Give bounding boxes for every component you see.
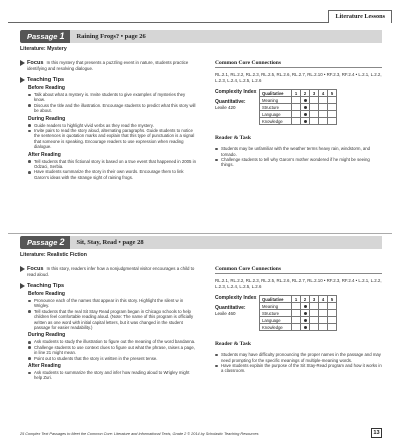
rating-cell [328,111,337,118]
before-reading-item: Tell students that the real Sit Stay Read program began in Chicago schools to help children feel comfortable reading aloud. (Note: The name of this program is officially written as one word with initial capital letters, but it was changed in the student passage for easier readability.) [28,309,197,331]
focus-label: Focus [27,60,44,66]
rating-cell [310,324,319,331]
qualitative-row [260,317,337,324]
rating-cell [319,303,328,310]
after-reading-list [20,159,197,181]
qualitative-row [260,111,337,118]
quantitative-label: Quantitative: [215,305,246,312]
during-reading-item: Point out to students that the story is written in the present tense. [28,356,197,361]
before-reading-item: Pronounce each of the names that appear in this story. Highlight the silent w in Wrigley. [28,298,197,309]
common-core-heading: Common Core Connections [215,266,382,274]
after-reading-list [20,370,197,381]
left-column [20,266,205,381]
qualitative-row [260,310,337,317]
rating-cell [328,317,337,324]
rating-cell [292,303,301,310]
reader-task-list [215,352,382,374]
before-reading-heading: Before Reading [28,291,65,297]
during-reading-list [20,339,197,361]
after-reading-item: Tell students that this fictional story is based on a true event that happened in 2005 in Odzaci, Serbia. [28,159,197,170]
rating-cell [301,118,310,125]
rating-cell [301,111,310,118]
passage-genre: Literature: Mystery [20,46,67,52]
rating-cell [310,317,319,324]
after-reading-item: Have students summarize the story in their own words. Encourage them to link Garon’s ideas with the strange sight of raining frogs. [28,169,197,180]
qualitative-header: Qualitative [260,296,292,303]
after-reading-item: Ask students to summarize the story and infer how reading aloud to Wrigley might help Zuri. [28,370,197,381]
rating-cell [292,118,301,125]
qualitative-row [260,303,337,310]
reader-task-item: Students may be unfamiliar with the weather terms heavy rain, windstorm, and tornado. [215,146,382,157]
before-reading-list [20,298,197,330]
passage-1 [20,30,382,180]
triangle-icon [20,266,25,272]
rating-cell [301,317,310,324]
before-reading-heading: Before Reading [28,85,65,91]
passage-divider [8,233,392,234]
quantitative-value: Lexile 460 [215,311,236,317]
rating-dot [304,312,307,315]
before-reading-list [20,92,197,114]
rating-dot [304,113,307,116]
passage-header [20,30,382,43]
teaching-tips-label: Teaching Tips [27,283,65,289]
passage-title: Raining Frogs? • page 26 [70,30,382,43]
triangle-icon [20,283,25,289]
right-column [205,266,382,381]
scale-number: 3 [310,90,319,97]
rating-dot [304,106,307,109]
rating-cell [319,104,328,111]
rating-cell [310,111,319,118]
passage-badge [20,30,70,43]
rating-cell [292,104,301,111]
section-tab: Literature Lessons [328,10,392,23]
teaching-tips-heading [20,77,197,83]
teaching-tips-label: Teaching Tips [27,77,65,83]
scale-number: 2 [301,296,310,303]
scale-number: 5 [328,90,337,97]
rating-dot [304,120,307,123]
scale-number: 4 [319,90,328,97]
rating-cell [301,104,310,111]
rating-cell [328,97,337,104]
before-reading-item: Discuss the title and the illustration. Encourage students to predict what this story will be about. [28,103,197,114]
rating-cell [292,310,301,317]
focus-text: In this mystery that presents a puzzling event in nature, students practice identifying and resolving dialogue. [27,60,189,71]
passage-badge-number: 1 [59,31,65,41]
qualitative-row [260,104,337,111]
focus-text: In this story, readers infer how a nonjudgmental visitor encourages a child to read aloud. [27,266,195,277]
scale-number: 5 [328,296,337,303]
common-core-heading: Common Core Connections [215,60,382,68]
qualitative-row-label: Knowledge [260,118,292,125]
qualitative-row-label: Knowledge [260,324,292,331]
after-reading-heading: After Reading [28,151,61,158]
rating-cell [328,310,337,317]
qualitative-table [259,89,337,125]
rating-cell [319,118,328,125]
passage-genre: Literature: Realistic Fiction [20,252,87,258]
rating-cell [310,104,319,111]
qualitative-row [260,324,337,331]
passage-columns [20,60,382,180]
rating-cell [328,118,337,125]
reader-task-heading: Reader & Task [215,135,251,142]
rating-cell [328,104,337,111]
quantitative-label: Quantitative: [215,99,246,106]
complexity-index-label: Complexity Index [215,295,257,302]
rating-cell [310,118,319,125]
rating-cell [319,111,328,118]
rating-cell [292,317,301,324]
triangle-icon [20,77,25,83]
rating-cell [301,310,310,317]
rating-cell [292,324,301,331]
rating-dot [304,319,307,322]
focus-wrap [27,266,197,278]
qualitative-row [260,97,337,104]
passage-badge-number: 2 [59,237,65,247]
rating-cell [310,303,319,310]
left-column [20,60,205,180]
rating-cell [301,324,310,331]
qualitative-row-label: Meaning [260,303,292,310]
passage-badge [20,236,70,249]
reader-task-item: Challenge students to tell why Garon’s mother wondered if he might be seeing things. [215,157,382,168]
scale-number: 3 [310,296,319,303]
complexity-labels [215,89,259,125]
complexity-index [215,89,382,125]
scale-number: 1 [292,90,301,97]
rating-cell [319,317,328,324]
passage-badge-word: Passage [27,32,58,41]
after-reading-heading: After Reading [28,363,61,370]
qualitative-row [260,118,337,125]
qualitative-header-row [260,90,337,97]
right-column [205,60,382,180]
complexity-index-label: Complexity Index [215,89,257,96]
rating-cell [319,324,328,331]
reader-task-item: Students may have difficulty pronouncing the proper names in the passage and may need prompting for the specific meanings of multiple-meaning words. [215,352,382,363]
reader-task-item: Have students explain the purpose of the Sit Stay-Read program and how it works in a classroom. [215,363,382,374]
qualitative-row-label: Structure [260,104,292,111]
during-reading-heading: During Reading [28,332,66,339]
qualitative-row-label: Meaning [260,97,292,104]
scale-number: 2 [301,90,310,97]
focus-wrap [27,60,197,72]
qualitative-row-label: Structure [260,310,292,317]
before-reading-item: Talk about what a mystery is. Invite students to give examples of mysteries they know. [28,92,197,103]
passage-2 [20,236,382,381]
rating-dot [304,326,307,329]
focus-section [20,60,197,72]
scale-number: 1 [292,296,301,303]
rating-cell [292,111,301,118]
rating-cell [310,97,319,104]
page-number: 13 [371,428,382,438]
during-reading-item: Ask students to study the illustration to figure out the meaning of the word bandanna. [28,339,197,344]
passage-title: Sit, Stay, Read • page 28 [70,236,382,249]
rating-dot [304,99,307,102]
focus-section [20,266,197,278]
rating-cell [319,97,328,104]
during-reading-item: Challenge students to use context clues to figure out what the phrase, raises a page, in line 21 might mean. [28,345,197,356]
reader-task-heading: Reader & Task [215,341,251,348]
qualitative-table [259,295,337,331]
rating-cell [310,310,319,317]
common-core-standards: RL.2.1, RL.2.2, RL.2.3, RL.2.5, RL.2.6, RL.2.7, RL.2.10 • RF.2.3, RF.2.4 • L.2.1, L.2.2, L.2.3, L.2.4, L.2.5, L.2.6 [215,72,382,83]
during-reading-heading: During Reading [28,115,66,122]
complexity-index [215,295,382,331]
during-reading-item: Invite pairs to read the story aloud, alternating paragraphs. Guide students to notice the sentences in quotation marks and explain that this type of punctuation is a signal that someone is speaking. Encourage readers to use expression when reading dialogue. [28,128,197,150]
footer-credit: 25 Complex Text Passages to Meet the Common Core: Literature and Informational Texts, Grade 2 © 2014 by Scholastic Teaching Resources [20,432,259,436]
rating-cell [292,97,301,104]
reader-task-list [215,146,382,168]
triangle-icon [20,60,25,66]
qualitative-header-row [260,296,337,303]
rating-cell [328,324,337,331]
complexity-labels [215,295,259,331]
passage-header [20,236,382,249]
quantitative-value: Lexile 420 [215,105,236,111]
rating-dot [304,305,307,308]
qualitative-row-label: Language [260,317,292,324]
teaching-tips-heading [20,283,197,289]
rating-cell [301,303,310,310]
qualitative-header: Qualitative [260,90,292,97]
focus-label: Focus [27,266,44,272]
passage-badge-word: Passage [27,238,58,247]
during-reading-item: Guide readers to highlight vivid verbs as they read the mystery. [28,123,197,128]
rating-cell [319,310,328,317]
qualitative-row-label: Language [260,111,292,118]
rating-cell [328,303,337,310]
passage-columns [20,266,382,381]
scale-number: 4 [319,296,328,303]
during-reading-list [20,123,197,150]
common-core-standards: RL.2.1, RL.2.2, RL.2.3, RL.2.5, RL.2.6, RL.2.7, RL.2.10 • RF.2.3, RF.2.4 • L.2.1, L.2.2, L.2.3, L.2.4, L.2.5, L.2.6 [215,278,382,289]
rating-cell [301,97,310,104]
